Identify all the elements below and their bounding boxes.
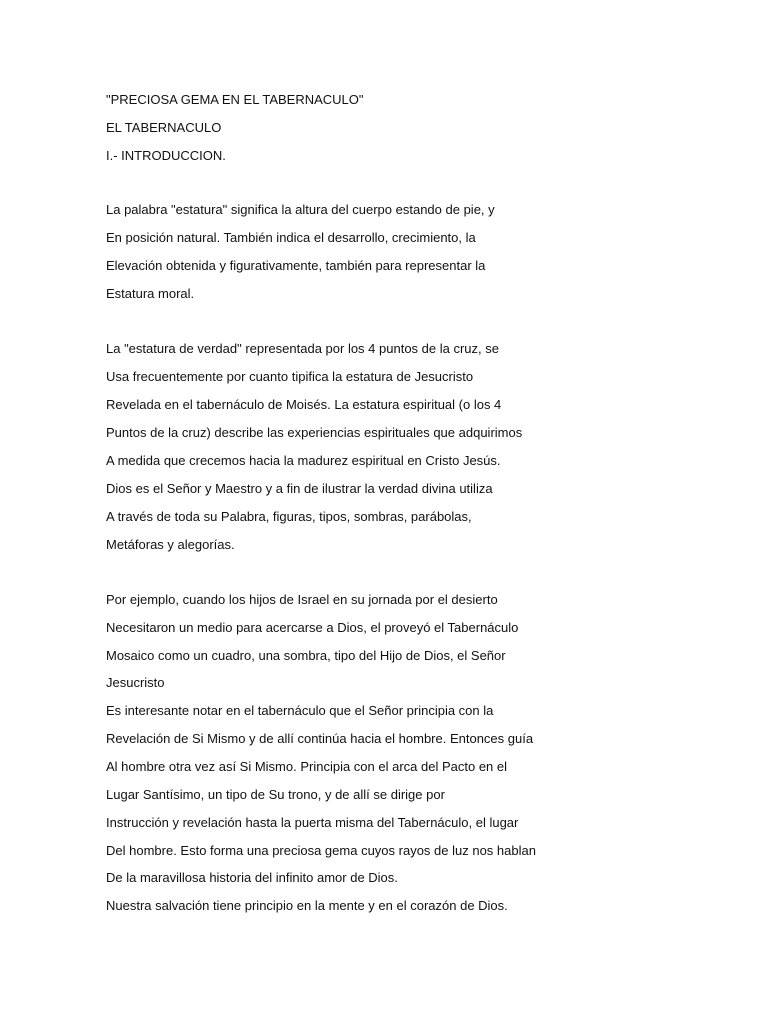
paragraph-line: En posición natural. También indica el desarrollo, crecimiento, la bbox=[106, 230, 476, 245]
paragraph-line: Dios es el Señor y Maestro y a fin de ilustrar la verdad divina utiliza bbox=[106, 481, 493, 496]
paragraph-line: A través de toda su Palabra, figuras, tipos, sombras, parábolas, bbox=[106, 509, 472, 524]
paragraph-line: Lugar Santísimo, un tipo de Su trono, y de allí se dirige por bbox=[106, 787, 445, 802]
paragraph-line: Nuestra salvación tiene principio en la mente y en el corazón de Dios. bbox=[106, 898, 508, 913]
paragraph-line: Por ejemplo, cuando los hijos de Israel en su jornada por el desierto bbox=[106, 592, 498, 607]
subsection-heading: I.- INTRODUCCION. bbox=[106, 148, 226, 163]
paragraph-line: Usa frecuentemente por cuanto tipifica la estatura de Jesucristo bbox=[106, 369, 474, 384]
paragraph-line: La palabra "estatura" significa la altura del cuerpo estando de pie, y bbox=[106, 202, 495, 217]
paragraph-line: Es interesante notar en el tabernáculo que el Señor principia con la bbox=[106, 703, 494, 718]
paragraph-line: Metáforas y alegorías. bbox=[106, 537, 235, 552]
paragraph-line: Revelada en el tabernáculo de Moisés. La estatura espiritual (o los 4 bbox=[106, 397, 502, 412]
document-title: "PRECIOSA GEMA EN EL TABERNACULO" bbox=[106, 92, 364, 107]
paragraph-line: De la maravillosa historia del infinito amor de Dios. bbox=[106, 870, 398, 885]
paragraph-line: Mosaico como un cuadro, una sombra, tipo del Hijo de Dios, el Señor bbox=[106, 648, 506, 663]
paragraph-line: Al hombre otra vez así Si Mismo. Principia con el arca del Pacto en el bbox=[106, 759, 508, 774]
paragraph-line: Estatura moral. bbox=[106, 286, 195, 301]
paragraph-line: La "estatura de verdad" representada por los 4 puntos de la cruz, se bbox=[106, 341, 499, 356]
section-heading: EL TABERNACULO bbox=[106, 120, 222, 135]
paragraph-line: A medida que crecemos hacia la madurez espiritual en Cristo Jesús. bbox=[106, 453, 501, 468]
paragraph-line: Instrucción y revelación hasta la puerta misma del Tabernáculo, el lugar bbox=[106, 815, 519, 830]
paragraph-line: Jesucristo bbox=[106, 675, 165, 690]
paragraph-line: Elevación obtenida y figurativamente, también para representar la bbox=[106, 258, 486, 273]
paragraph-line: Necesitaron un medio para acercarse a Dios, el proveyó el Tabernáculo bbox=[106, 620, 519, 635]
paragraph-line: Del hombre. Esto forma una preciosa gema cuyos rayos de luz nos hablan bbox=[106, 843, 536, 858]
paragraph-line: Revelación de Si Mismo y de allí continúa hacia el hombre. Entonces guía bbox=[106, 731, 534, 746]
paragraph-line: Puntos de la cruz) describe las experiencias espirituales que adquirimos bbox=[106, 425, 523, 440]
